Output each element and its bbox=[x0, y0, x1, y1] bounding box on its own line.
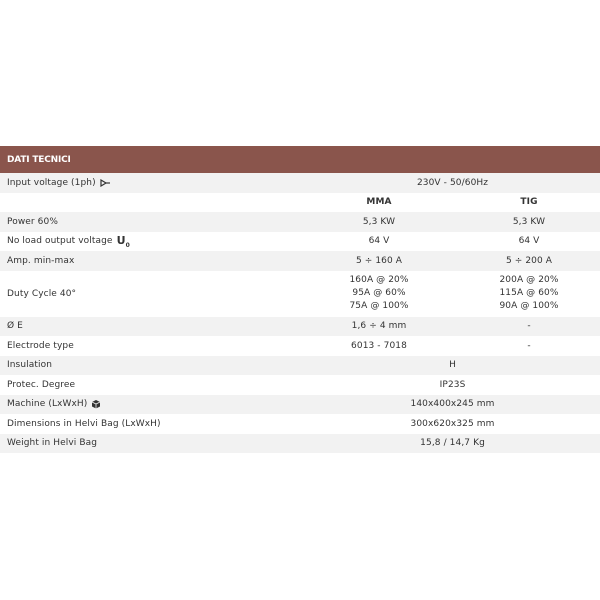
table-row bbox=[0, 232, 600, 252]
table-row bbox=[0, 173, 600, 193]
no-load-label: No load output voltage bbox=[7, 236, 113, 247]
duty-tig-line: 200A @ 20% bbox=[499, 275, 559, 285]
table-row bbox=[0, 375, 600, 395]
table-row bbox=[0, 434, 600, 454]
insulation-value: H bbox=[449, 360, 456, 371]
input-voltage-value: 230V - 50/60Hz bbox=[416, 177, 489, 188]
protec-label: Protec. Degree bbox=[7, 379, 76, 390]
weight-value: 15,8 / 14,7 Kg bbox=[420, 438, 485, 449]
table-header bbox=[0, 146, 600, 173]
u0-symbol: $U_0$ bbox=[116, 233, 130, 249]
table-row bbox=[0, 251, 600, 271]
machine-value: 140x400x245 mm bbox=[410, 399, 495, 410]
duty-label: Duty Cycle 40° bbox=[7, 288, 77, 299]
diameter-label: Ø E bbox=[7, 321, 23, 332]
power-label: Power 60% bbox=[7, 216, 58, 227]
table-row bbox=[0, 356, 600, 376]
table-row bbox=[0, 395, 600, 415]
row-label-cell bbox=[0, 360, 295, 370]
power-tig: 5,3 KW bbox=[512, 216, 546, 227]
amp-mma: 5 ÷ 160 A bbox=[355, 255, 403, 266]
duty-mma bbox=[300, 274, 458, 313]
box-icon bbox=[91, 399, 101, 409]
protec-value: IP23S bbox=[439, 379, 466, 390]
machine-label: Machine (LxWxH) bbox=[7, 399, 88, 410]
technical-data-table bbox=[0, 146, 600, 453]
diameter-mma: 1,6 ÷ 4 mm bbox=[351, 321, 407, 332]
row-label-cell bbox=[0, 438, 295, 448]
electrode-tig: - bbox=[527, 340, 531, 351]
duty-mma-line: 160A @ 20% bbox=[349, 275, 409, 285]
table-row bbox=[0, 414, 600, 434]
duty-tig-line: 90A @ 100% bbox=[499, 301, 559, 311]
row-label-cell bbox=[0, 321, 300, 331]
electrode-mma: 6013 - 7018 bbox=[351, 340, 407, 351]
dimensions-value: 300x620x325 mm bbox=[410, 418, 495, 429]
electrode-label: Electrode type bbox=[7, 340, 74, 351]
row-label-cell bbox=[0, 341, 300, 351]
row-label-cell bbox=[0, 380, 295, 390]
row-label-cell bbox=[0, 178, 295, 188]
plug-icon bbox=[100, 179, 111, 187]
input-voltage-label: Input voltage (1ph) bbox=[7, 177, 96, 188]
dimensions-label: Dimensions in Helvi Bag (LxWxH) bbox=[7, 418, 161, 429]
amp-label: Amp. min-max bbox=[7, 255, 75, 266]
table-row bbox=[0, 336, 600, 356]
no-load-tig: 64 V bbox=[518, 236, 540, 247]
no-load-mma: 64 V bbox=[368, 236, 390, 247]
row-label-cell bbox=[0, 256, 300, 266]
table-title: DATI TECNICI bbox=[7, 154, 71, 165]
duty-mma-line: 95A @ 60% bbox=[352, 288, 406, 298]
row-label-cell bbox=[0, 399, 295, 409]
row-label-cell bbox=[0, 419, 295, 429]
diameter-tig: - bbox=[527, 321, 531, 332]
amp-tig: 5 ÷ 200 A bbox=[505, 255, 553, 266]
column-header-mma: MMA bbox=[366, 197, 392, 208]
row-label-cell bbox=[0, 234, 300, 249]
duty-mma-line: 75A @ 100% bbox=[349, 301, 409, 311]
row-label-cell bbox=[0, 217, 300, 227]
duty-tig bbox=[458, 274, 600, 313]
table-row bbox=[0, 271, 600, 317]
table-row bbox=[0, 317, 600, 337]
weight-label: Weight in Helvi Bag bbox=[7, 438, 98, 449]
table-row bbox=[0, 193, 600, 213]
duty-tig-line: 115A @ 60% bbox=[499, 288, 559, 298]
power-mma: 5,3 KW bbox=[362, 216, 396, 227]
table-row bbox=[0, 212, 600, 232]
column-header-tig: TIG bbox=[520, 197, 538, 208]
row-label-cell bbox=[0, 289, 300, 299]
insulation-label: Insulation bbox=[7, 360, 53, 371]
